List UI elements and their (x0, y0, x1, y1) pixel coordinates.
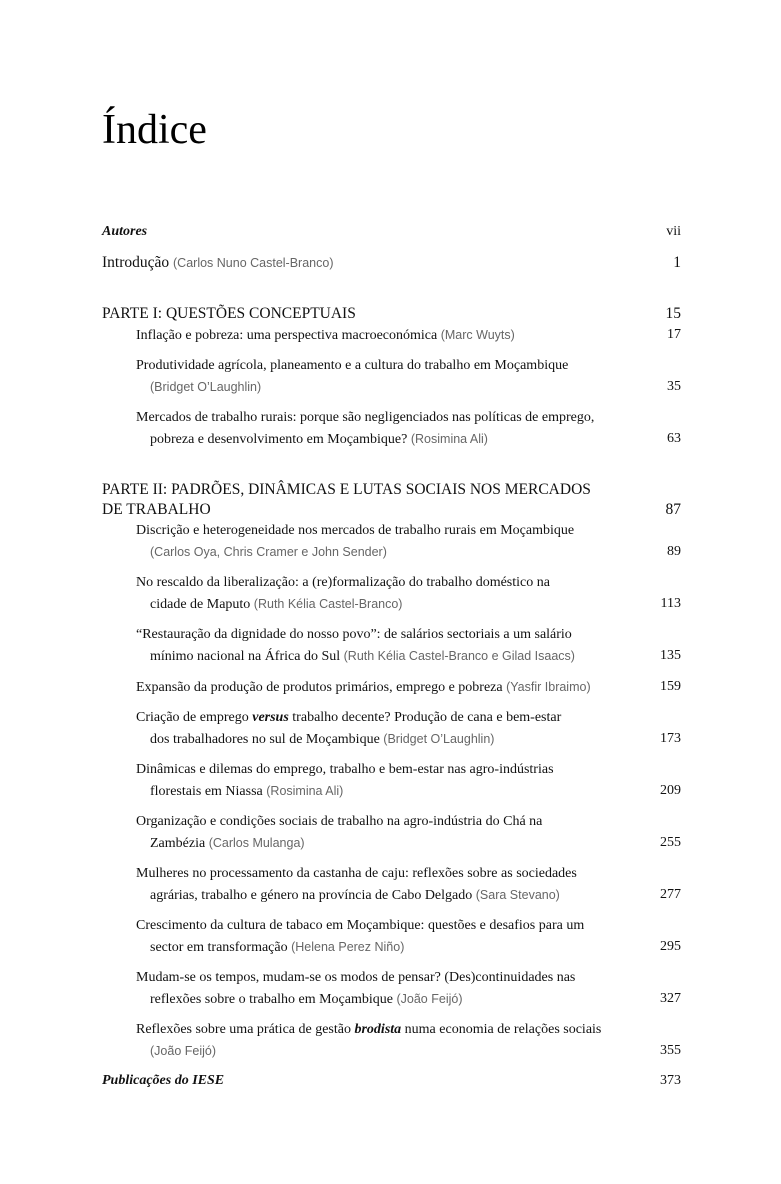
toc-entry[interactable] (136, 408, 594, 428)
entry-title-italic: brodista (354, 1022, 402, 1037)
entry-title-cont: dos trabalhadores no sul de Moçambique (150, 732, 380, 747)
page-title: Índice (102, 107, 207, 153)
entry-title: No rescaldo da liberalização: a (re)formalização do trabalho doméstico na (136, 575, 550, 590)
entry-title-italic: versus (252, 710, 289, 725)
toc-entry-autores[interactable] (102, 222, 147, 242)
toc-entry[interactable] (136, 1020, 601, 1040)
toc-entry[interactable] (136, 812, 542, 832)
toc-part-heading[interactable] (102, 480, 591, 500)
page-number: 295 (660, 939, 681, 954)
entry-title: numa economia de relações sociais (401, 1022, 602, 1037)
entry-title: Produtividade agrícola, planeamento e a cultura do trabalho em Moçambique (136, 358, 569, 373)
toc-entry[interactable] (136, 625, 572, 645)
page-number: 255 (660, 835, 681, 850)
entry-title: Mercados de trabalho rurais: porque são negligenciados nas políticas de emprego, (136, 410, 595, 425)
entry-author: (Carlos Nuno Castel-Branco) (173, 256, 334, 270)
entry-title-cont: cidade de Maputo (150, 597, 251, 612)
entry-title-cont: Zambézia (150, 836, 206, 851)
entry-title: Autores (102, 224, 148, 239)
entry-title: Crescimento da cultura de tabaco em Moçambique: questões e desafios para um (136, 918, 585, 933)
toc-part-heading-cont (102, 500, 211, 520)
toc-entry-continuation (150, 542, 387, 563)
toc-entry[interactable] (136, 968, 575, 988)
entry-title: Mulheres no processamento da castanha de caju: reflexões sobre as sociedades (136, 866, 577, 881)
entry-title: trabalho decente? Produção de cana e bem-estar (288, 710, 562, 725)
entry-author: (Helena Perez Niño) (291, 940, 405, 954)
toc-entry[interactable] (136, 708, 561, 728)
entry-title: Expansão da produção de produtos primários, emprego e pobreza (136, 680, 503, 695)
entry-title-cont: mínimo nacional na África do Sul (150, 649, 341, 664)
entry-title-cont: DE TRABALHO (102, 501, 211, 518)
entry-author: (Bridget O’Laughlin) (150, 380, 262, 394)
page-number: 15 (665, 305, 681, 322)
page-number: 373 (660, 1073, 681, 1088)
entry-author: (Rosimina Ali) (266, 784, 344, 798)
entry-title: Inflação e pobreza: uma perspectiva macroeconómica (136, 328, 438, 343)
entry-author: (Bridget O’Laughlin) (383, 732, 495, 746)
toc-entry[interactable] (136, 916, 584, 936)
entry-author: (Carlos Mulanga) (208, 836, 305, 850)
toc-entry-continuation (150, 937, 404, 958)
entry-author: (Rosimina Ali) (410, 432, 488, 446)
entry-title: Reflexões sobre uma prática de gestão (136, 1022, 355, 1037)
page-number: 87 (665, 501, 681, 518)
toc-entry-continuation (150, 429, 488, 450)
toc-entry[interactable] (136, 521, 574, 541)
page-number: 159 (660, 679, 681, 694)
page-number: 35 (667, 379, 681, 394)
entry-title: Publicações do IESE (102, 1073, 225, 1088)
toc-entry-continuation (150, 989, 462, 1010)
page-number: 355 (660, 1043, 681, 1058)
toc-entry[interactable] (136, 677, 591, 698)
page-number: 1 (673, 254, 681, 271)
entry-title-cont: sector em transformação (150, 940, 288, 955)
toc-entry-publicacoes[interactable] (102, 1071, 224, 1091)
entry-title: Mudam-se os tempos, mudam-se os modos de pensar? (Des)continuidades nas (136, 970, 576, 985)
page-number: 89 (667, 544, 681, 559)
entry-title: Discrição e heterogeneidade nos mercados de trabalho rurais em Moçambique (136, 523, 575, 538)
page-number: 327 (660, 991, 681, 1006)
page-number: 277 (660, 887, 681, 902)
page-number: 17 (667, 327, 681, 342)
page-number: 173 (660, 731, 681, 746)
entry-author: (Ruth Kélia Castel-Branco) (253, 597, 403, 611)
entry-author: (João Feijó) (150, 1044, 216, 1058)
toc-entry-continuation (150, 781, 343, 802)
entry-author: (Ruth Kélia Castel-Branco e Gilad Isaacs) (343, 649, 575, 663)
toc-entry-continuation (150, 833, 305, 854)
entry-author: (Marc Wuyts) (440, 328, 515, 342)
toc-entry-continuation (150, 377, 261, 398)
toc-entry-continuation (150, 594, 402, 615)
entry-author: (Yasfir Ibraimo) (506, 680, 591, 694)
entry-title: Introdução (102, 254, 170, 271)
entry-title: PARTE II: PADRÕES, DINÂMICAS E LUTAS SOCIAIS NOS MERCADOS (102, 481, 591, 498)
entry-title: Criação de emprego (136, 710, 253, 725)
toc-entry-introducao[interactable] (102, 253, 334, 273)
page-number: 135 (660, 648, 681, 663)
entry-title-cont: reflexões sobre o trabalho em Moçambique (150, 992, 393, 1007)
toc-entry-continuation (150, 729, 494, 750)
page-number: 63 (667, 431, 681, 446)
page-number: 209 (660, 783, 681, 798)
toc-entry[interactable] (136, 760, 554, 780)
entry-title: “Restauração da dignidade do nosso povo”: de salários sectoriais a um salário (136, 627, 572, 642)
toc-entry[interactable] (136, 325, 515, 346)
page-number: vii (666, 224, 681, 239)
entry-author: (Sara Stevano) (475, 888, 560, 902)
toc-entry-continuation (150, 885, 560, 906)
toc-entry-continuation (150, 1041, 216, 1062)
entry-author: (João Feijó) (396, 992, 463, 1006)
entry-title: Organização e condições sociais de trabalho na agro-indústria do Chá na (136, 814, 543, 829)
entry-title: Dinâmicas e dilemas do emprego, trabalho e bem-estar nas agro-indústrias (136, 762, 554, 777)
toc-entry-continuation (150, 646, 575, 667)
toc-entry[interactable] (136, 864, 577, 884)
entry-title-cont: pobreza e desenvolvimento em Moçambique? (150, 432, 408, 447)
toc-part-heading[interactable] (102, 304, 356, 324)
toc-entry[interactable] (136, 356, 568, 376)
entry-title-cont: agrárias, trabalho e género na província de Cabo Delgado (150, 888, 473, 903)
entry-title: PARTE I: QUESTÕES CONCEPTUAIS (102, 305, 356, 322)
page-number: 113 (660, 596, 681, 611)
entry-title-cont: florestais em Niassa (150, 784, 263, 799)
entry-author: (Carlos Oya, Chris Cramer e John Sender) (150, 545, 387, 559)
toc-entry[interactable] (136, 573, 550, 593)
